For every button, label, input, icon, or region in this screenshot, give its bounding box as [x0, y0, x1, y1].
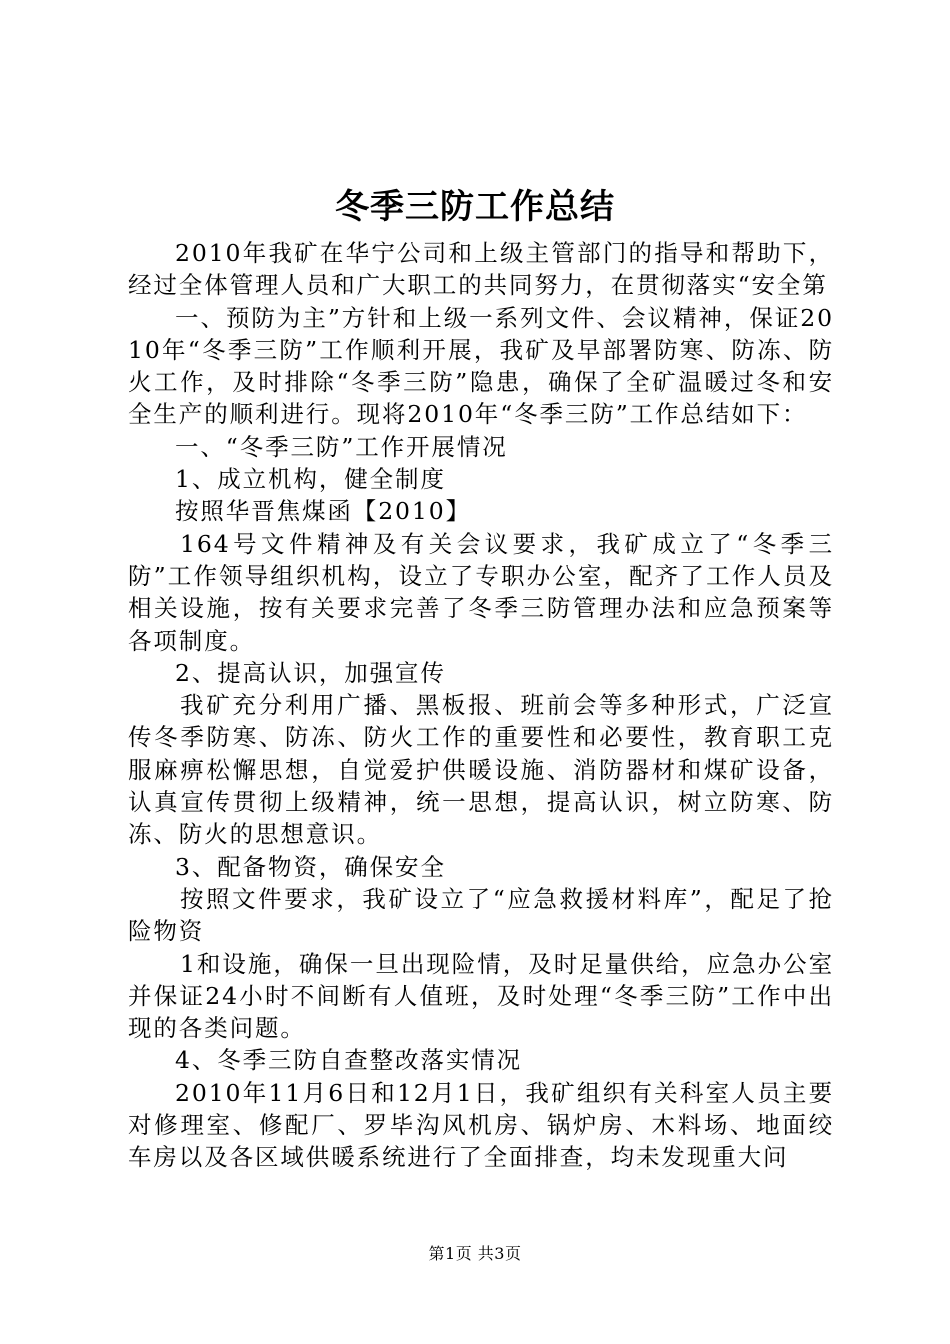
subsection-heading-2: 2、提高认识，加强宣传 — [175, 658, 446, 687]
subsection-heading-1: 1、成立机构，健全制度 — [175, 465, 446, 494]
paragraph-publicity: 我矿充分利用广播、黑板报、班前会等多种形式，广泛宣传冬季防寒、防冻、防火工作的重要性和必要性，教育职工克服麻痹松懈思想，自觉爱护供暖设施、消防器材和煤矿设备，认真宣传贯彻上级精神，统一思想，提高认识，树立防寒、防冻、防火的思想意识。 — [128, 691, 834, 849]
paragraph-facilities: 1和设施，确保一旦出现险情，及时足量供给，应急办公室并保证24小时不间断有人值班，及时处理“冬季三防”工作中出现的各类问题。 — [128, 949, 834, 1043]
paragraph-materials: 按照文件要求，我矿设立了“应急救援材料库”，配足了抢险物资 — [128, 884, 834, 946]
paragraph-inspection: 2010年11月6日和12月1日，我矿组织有关科室人员主要对修理室、修配厂、罗毕沟风机房、锅炉房、木料场、地面绞车房以及各区域供暖系统进行了全面排查，均未发现重大问 — [128, 1078, 834, 1172]
paragraph-reference: 按照华晋焦煤函【2010】 — [175, 497, 472, 526]
paragraph-organization: 164号文件精神及有关会议要求，我矿成立了“冬季三防”工作领导组织机构，设立了专职办公室，配齐了工作人员及相关设施，按有关要求完善了冬季三防管理办法和应急预案等各项制度。 — [128, 529, 834, 655]
page-footer: 第1页 共3页 — [428, 1244, 522, 1263]
paragraph-intro: 2010年我矿在华宁公司和上级主管部门的指导和帮助下，经过全体管理人员和广大职工的共同努力，在贯彻落实“安全第 — [128, 239, 834, 300]
document-title: 冬季三防工作总结 — [335, 187, 615, 227]
paragraph-policy: 一、预防为主”方针和上级一系列文件、会议精神，保证2010年“冬季三防”工作顺利开展，我矿及早部署防寒、防冻、防火工作，及时排除“冬季三防”隐患，确保了全矿温暖过冬和安全生产的顺利进行。现将2010年“冬季三防”工作总结如下： — [128, 303, 834, 429]
subsection-heading-4: 4、冬季三防自查整改落实情况 — [175, 1046, 523, 1075]
section-heading-1: 一、“冬季三防”工作开展情况 — [175, 432, 508, 461]
subsection-heading-3: 3、配备物资，确保安全 — [175, 852, 446, 881]
document-body — [128, 237, 834, 1174]
